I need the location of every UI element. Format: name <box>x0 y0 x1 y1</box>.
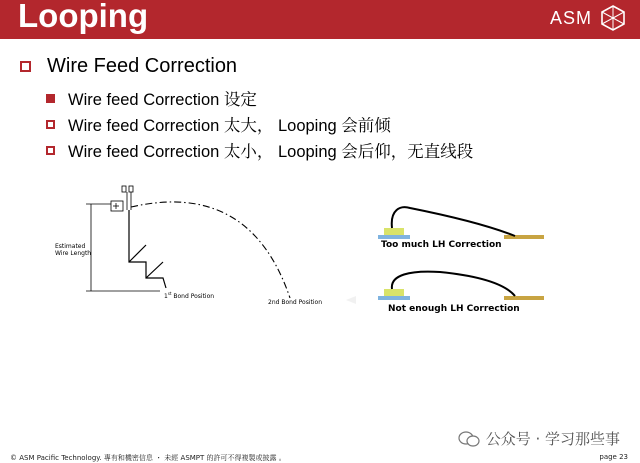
estimated-label: Estimated Wire Length <box>55 243 92 257</box>
too-much-label: Too much LH Correction <box>381 240 502 250</box>
capillary-icon <box>111 186 133 211</box>
wechat-watermark <box>458 428 620 449</box>
folded-wire-slant-2 <box>146 262 163 278</box>
watermark-text: 公众号 · 学习那些事 <box>485 430 620 448</box>
main-bullet-text: Wire Feed Correction <box>47 55 238 77</box>
brand-text: ASM <box>549 7 592 28</box>
not-enough-label: Not enough LH Correction <box>388 304 520 314</box>
second-bond-label: 2nd Bond Position <box>268 299 323 306</box>
sub-bullet-text: Wire feed Correction 太大， Looping 会前倾 <box>68 117 391 135</box>
watermark-arrow-icon <box>346 296 356 304</box>
footer-copyright: © ASM Pacific Technology. 專有和機密信息 ・ 未經 ASMPT 的許可不得複製或披露 。 <box>10 454 286 462</box>
not-enough-loop-icon <box>378 272 544 300</box>
first-bond-label: 1st Bond Position <box>164 291 215 300</box>
sub-bullet-text: Wire feed Correction 设定 <box>68 91 257 109</box>
too-much-loop-icon <box>378 207 544 239</box>
sub-bullet-text: Wire feed Correction 太小， Looping 会后仰，无直线段 <box>68 143 474 161</box>
wechat-icon <box>458 430 480 448</box>
page-number: page 23 <box>599 453 628 461</box>
folded-wire-slant-1 <box>129 245 146 262</box>
wire-arc-dashed <box>131 202 290 298</box>
page-title: Looping <box>18 0 149 34</box>
